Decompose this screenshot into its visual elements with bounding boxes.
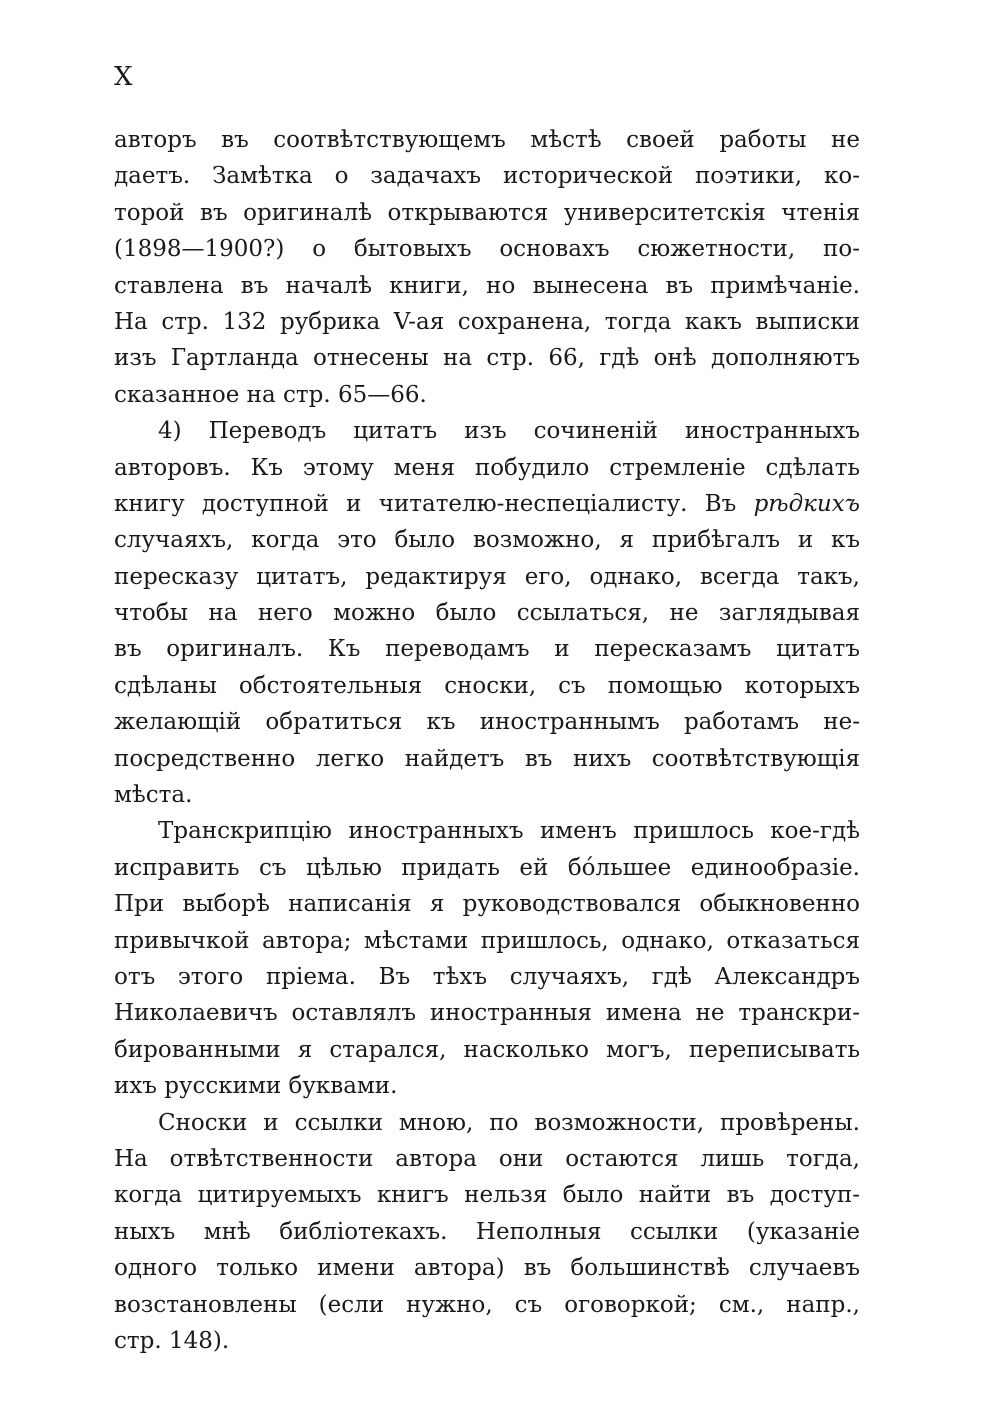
text-line: При выборѣ написанія я руководствовался обыкновенно bbox=[114, 891, 860, 918]
text-line: сказанное на стр. 65—66. bbox=[114, 381, 427, 408]
text-line: отъ этого пріема. Въ тѣхъ случаяхъ, гдѣ Александръ bbox=[114, 963, 860, 990]
text-line: На отвѣтственности автора они остаются лишь тогда, bbox=[114, 1145, 860, 1172]
text-line: пересказу цитатъ, редактируя его, однако, всегда такъ, bbox=[114, 563, 860, 590]
text-line: привычкой автора; мѣстами пришлось, однако, отказаться bbox=[114, 927, 860, 954]
text-line: посредственно легко найдетъ въ нихъ соотвѣтствующія bbox=[114, 745, 860, 772]
text-line: въ оригиналъ. Къ переводамъ и пересказамъ цитатъ bbox=[114, 636, 860, 663]
text-line-with-emphasis bbox=[114, 486, 860, 522]
text-line: исправить съ цѣлью придать ей бóльшее единообразіе. bbox=[114, 854, 860, 881]
text-line: Сноски и ссылки мною, по возможности, провѣрены. bbox=[158, 1109, 860, 1136]
text-line: изъ Гартланда отнесены на стр. 66, гдѣ онѣ дополняютъ bbox=[114, 345, 860, 372]
page-number: X bbox=[114, 62, 133, 92]
text-line: бированными я старался, насколько могъ, переписывать bbox=[114, 1036, 860, 1063]
text-line: ставлена въ началѣ книги, но вынесена въ примѣчаніе. bbox=[114, 272, 860, 299]
text-line: Транскрипцію иностранныхъ именъ пришлось кое-гдѣ bbox=[158, 818, 860, 845]
text-line: когда цитируемыхъ книгъ нельзя было найти въ доступ- bbox=[114, 1182, 860, 1209]
text-line: На стр. 132 рубрика V-ая сохранена, тогда какъ выписки bbox=[114, 308, 860, 335]
text-line: (1898—1900?) о бытовыхъ основахъ сюжетности, по- bbox=[114, 236, 860, 263]
text-line: авторъ въ соотвѣтствующемъ мѣстѣ своей работы не bbox=[114, 127, 860, 153]
text-line: ихъ русскими буквами. bbox=[114, 1073, 398, 1100]
text-line: чтобы на него можно было ссылаться, не заглядывая bbox=[114, 600, 860, 627]
text-line: случаяхъ, когда это было возможно, я прибѣгалъ и къ bbox=[114, 527, 860, 554]
text-line: одного только имени автора) въ большинствѣ случаевъ bbox=[114, 1255, 860, 1282]
text-line: ныхъ мнѣ библіотекахъ. Неполныя ссылки (указаніе bbox=[114, 1218, 860, 1245]
text-line: даетъ. Замѣтка о задачахъ исторической поэтики, ко- bbox=[114, 163, 860, 190]
text-span: книгу доступной и читателю-неспеціалисту. Въ bbox=[114, 490, 737, 517]
body-text bbox=[114, 122, 860, 1359]
text-line: сдѣланы обстоятельныя сноски, съ помощью которыхъ bbox=[114, 672, 860, 699]
text-line: 4) Переводъ цитатъ изъ сочиненій иностранныхъ bbox=[158, 418, 860, 445]
text-line: авторовъ. Къ этому меня побудило стремленіе сдѣлать bbox=[114, 454, 860, 481]
text-line: мѣста. bbox=[114, 782, 193, 809]
text-line: стр. 148). bbox=[114, 1327, 230, 1354]
emphasized-word: рѣдкихъ bbox=[753, 490, 860, 517]
text-line: Николаевичъ оставлялъ иностранныя имена не транскри- bbox=[114, 1000, 860, 1027]
text-line: желающій обратиться къ иностраннымъ работамъ не- bbox=[114, 709, 860, 736]
text-line: возстановлены (если нужно, съ оговоркой; см., напр., bbox=[114, 1291, 860, 1318]
text-line: торой въ оригиналѣ открываются университетскія чтенія bbox=[114, 199, 860, 226]
